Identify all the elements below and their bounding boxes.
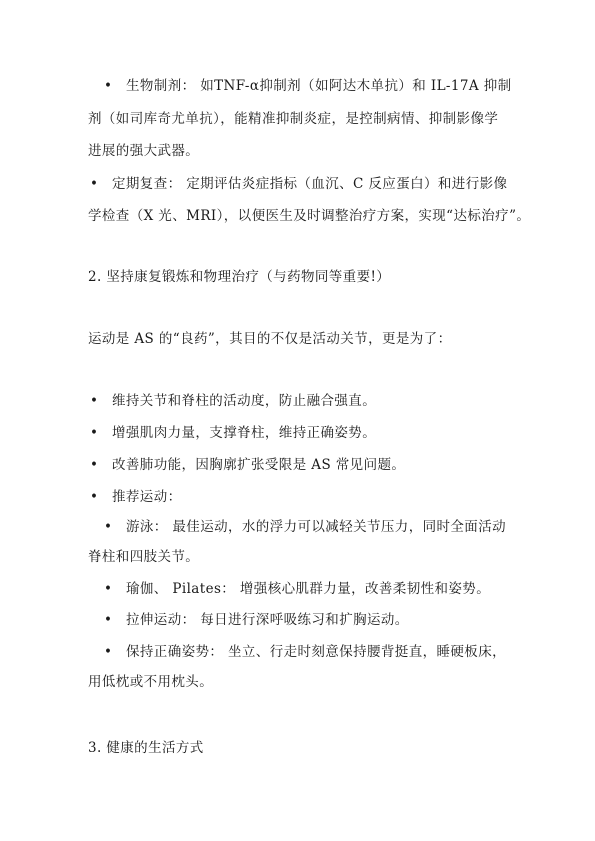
line-text: 保持正确姿势： 坐立、行走时刻意保持腰背挺直，睡硬板床， (126, 644, 506, 660)
text-line (88, 673, 213, 691)
line-text: 脊柱和四肢关节。 (88, 549, 200, 565)
line-text: 生物制剂： 如TNF-α抑制剂（如阿达木单抗）和 IL-17A 抑制 (126, 78, 512, 94)
list-item (90, 424, 376, 442)
list-item-biologics (104, 77, 512, 95)
list-item-swimming (104, 518, 506, 536)
bullet: • (90, 489, 99, 505)
text-line (88, 110, 498, 128)
text-line (88, 548, 199, 566)
line-text: 定期复查： 定期评估炎症指标（血沉、C 反应蛋白）和进行影像 (112, 176, 508, 192)
list-item (90, 456, 405, 474)
line-text: 学检查（X 光、MRI），以便医生及时调整治疗方案，实现“达标治疗”。 (88, 208, 531, 224)
text-line (88, 207, 530, 225)
list-item-recommended-exercise (90, 488, 182, 506)
bullet: • (104, 612, 113, 628)
line-text: 维持关节和脊柱的活动度，防止融合强直。 (112, 393, 377, 409)
line-text: 用低枕或不用枕头。 (88, 674, 214, 690)
line-text: 进展的强大武器。 (88, 143, 200, 159)
list-item-regular-checkup (90, 175, 507, 193)
bullet: • (90, 457, 99, 473)
list-item-yoga-pilates (104, 580, 490, 598)
bullet: • (90, 425, 99, 441)
bullet: • (90, 176, 99, 192)
list-item (90, 392, 376, 410)
bullet: • (104, 581, 113, 597)
list-item-stretching (104, 611, 409, 629)
section-heading-3 (88, 739, 204, 757)
line-text: 游泳： 最佳运动，水的浮力可以减轻关节压力，同时全面活动 (126, 519, 506, 535)
line-text: 瑜伽、 Pilates： 增强核心肌群力量，改善柔韧性和姿势。 (126, 581, 491, 597)
line-text: 剂（如司库奇尤单抗），能精准抑制炎症，是控制病情、抑制影像学 (88, 111, 499, 127)
section-heading-2 (88, 268, 390, 286)
bullet: • (104, 519, 113, 535)
bullet: • (90, 393, 99, 409)
line-text: 推荐运动： (112, 489, 182, 505)
line-text: 拉伸运动： 每日进行深呼吸练习和扩胸运动。 (126, 612, 409, 628)
line-text: 运动是 AS 的“良药”，其目的不仅是活动关节，更是为了： (88, 331, 452, 347)
bullet: • (104, 644, 113, 660)
line-text: 增强肌肉力量，支撑脊柱，维持正确姿势。 (112, 425, 377, 441)
bullet: • (104, 78, 113, 94)
line-text: 改善肺功能，因胸廓扩张受限是 AS 常见问题。 (112, 457, 406, 473)
heading-text: 3. 健康的生活方式 (88, 740, 204, 756)
list-item-posture (104, 643, 506, 661)
paragraph-intro (88, 330, 451, 348)
heading-text: 2. 坚持康复锻炼和物理治疗（与药物同等重要!） (88, 269, 391, 285)
text-line (88, 142, 199, 160)
